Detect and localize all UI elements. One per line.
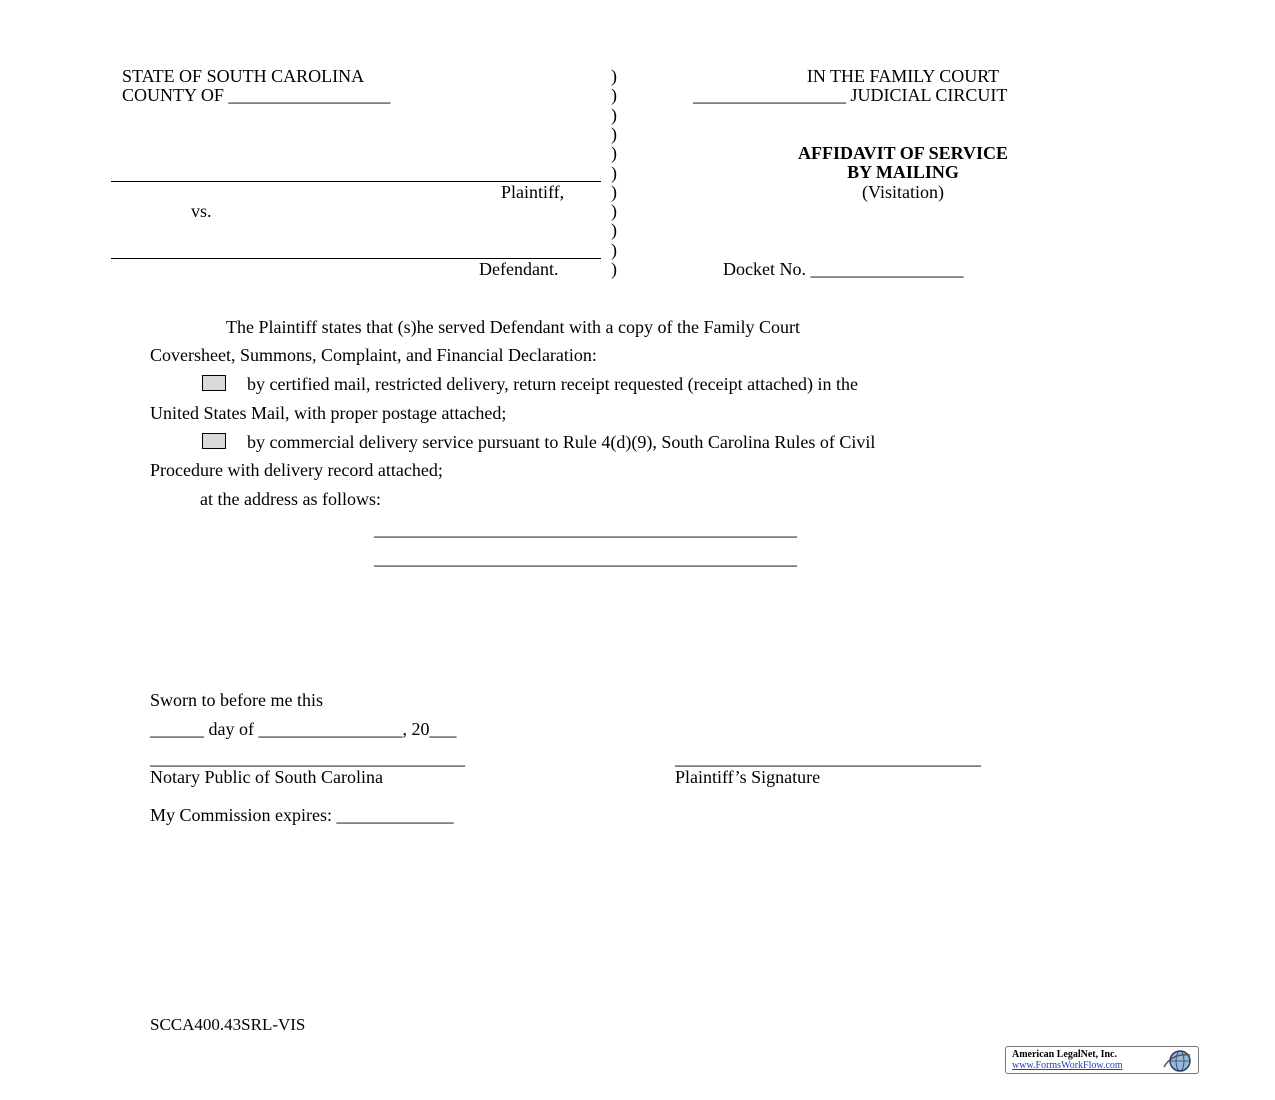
document-type: (Visitation) bbox=[862, 182, 944, 202]
defendant-label: Defendant. bbox=[479, 259, 559, 279]
caption-paren: ) bbox=[611, 240, 617, 260]
document-subtitle: BY MAILING bbox=[847, 162, 959, 182]
option-certified-mail-text: by certified mail, restricted delivery, return receipt requested (receipt attached) in the bbox=[247, 374, 859, 394]
address-label: at the address as follows: bbox=[200, 489, 381, 509]
caption-paren: ) bbox=[611, 105, 617, 125]
publisher-url[interactable]: www.FormsWorkFlow.com bbox=[1012, 1060, 1123, 1071]
caption-paren: ) bbox=[611, 182, 617, 202]
judicial-circuit-field: _________________ JUDICIAL CIRCUIT bbox=[693, 85, 1008, 105]
intro-line: The Plaintiff states that (s)he served Defendant with a copy of the Family Court bbox=[226, 317, 801, 337]
plaintiff-signature-label: Plaintiff’s Signature bbox=[675, 767, 821, 787]
court-name: IN THE FAMILY COURT bbox=[806, 66, 1000, 86]
caption-paren: ) bbox=[611, 124, 617, 144]
sworn-statement: Sworn to before me this bbox=[150, 690, 323, 710]
option-certified-mail-text: United States Mail, with proper postage attached; bbox=[150, 403, 507, 423]
notary-signature-line: ___________________________________ bbox=[150, 748, 465, 768]
commission-expiry-field: My Commission expires: _____________ bbox=[150, 805, 454, 825]
versus-label: vs. bbox=[191, 201, 212, 221]
globe-icon bbox=[1160, 1049, 1194, 1073]
document-title: AFFIDAVIT OF SERVICE bbox=[797, 143, 1009, 163]
caption-paren: ) bbox=[611, 220, 617, 240]
plaintiff-signature-line: __________________________________ bbox=[675, 748, 981, 768]
caption-paren: ) bbox=[611, 201, 617, 221]
address-line: _______________________________________________ bbox=[374, 519, 797, 539]
publisher-logo[interactable] bbox=[1005, 1046, 1199, 1074]
plaintiff-label: Plaintiff, bbox=[501, 182, 565, 202]
caption-paren: ) bbox=[611, 66, 617, 86]
intro-line: Coversheet, Summons, Complaint, and Financial Declaration: bbox=[150, 345, 597, 365]
publisher-name: American LegalNet, Inc. bbox=[1012, 1049, 1117, 1060]
certified-mail-checkbox[interactable] bbox=[202, 375, 226, 391]
caption-paren: ) bbox=[611, 163, 617, 183]
sworn-date-field: ______ day of ________________, 20___ bbox=[150, 719, 457, 739]
county-field: COUNTY OF __________________ bbox=[122, 85, 391, 105]
caption-paren: ) bbox=[611, 85, 617, 105]
option-commercial-delivery-text: by commercial delivery service pursuant to Rule 4(d)(9), South Carolina Rules of Civil bbox=[247, 432, 876, 452]
address-line: _______________________________________________ bbox=[374, 548, 797, 568]
docket-number-field: Docket No. _________________ bbox=[723, 259, 964, 279]
notary-label: Notary Public of South Carolina bbox=[150, 767, 383, 787]
state-name: STATE OF SOUTH CAROLINA bbox=[122, 66, 365, 86]
commercial-delivery-checkbox[interactable] bbox=[202, 433, 226, 449]
caption-paren: ) bbox=[611, 259, 617, 279]
caption-paren: ) bbox=[611, 143, 617, 163]
option-commercial-delivery-text: Procedure with delivery record attached; bbox=[150, 460, 443, 480]
form-code: SCCA400.43SRL-VIS bbox=[150, 1015, 306, 1034]
